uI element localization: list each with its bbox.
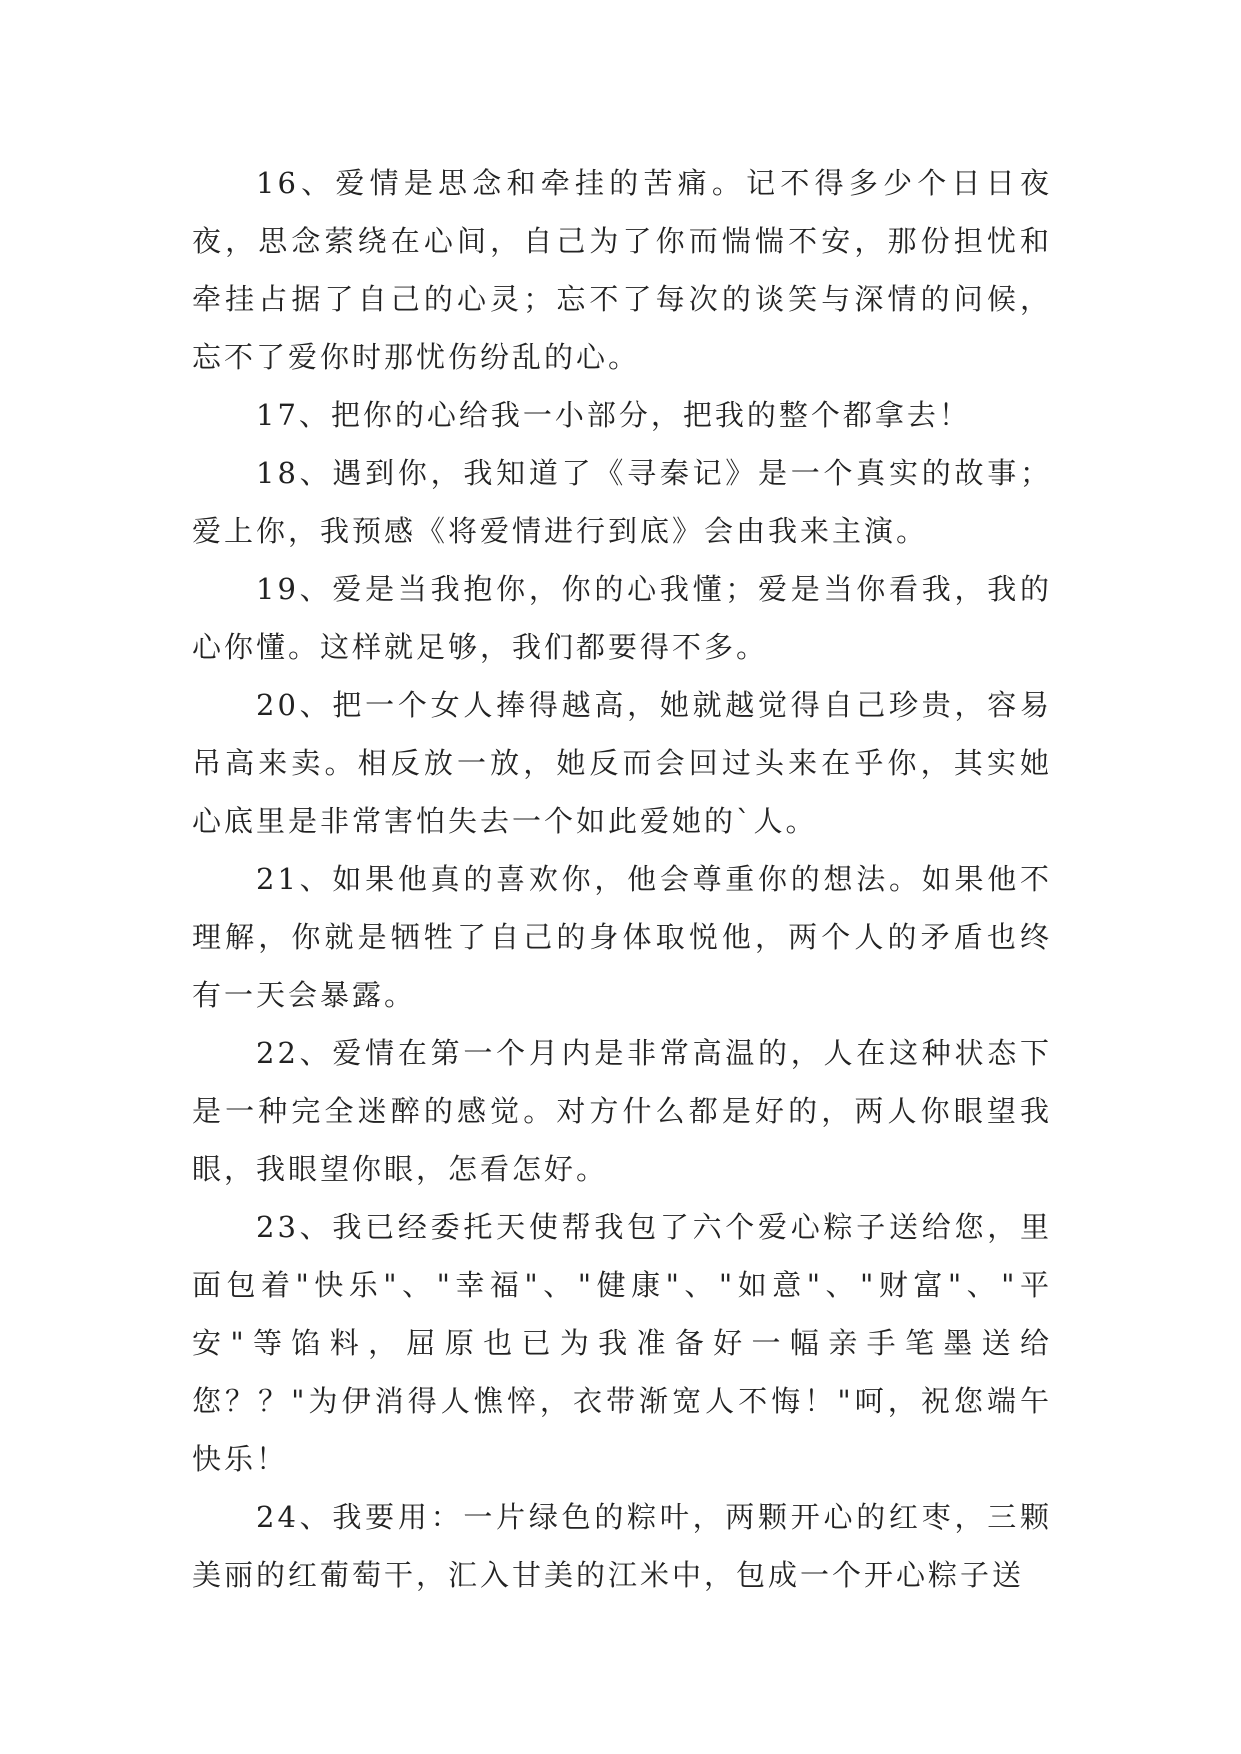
- paragraph-23: 23、我已经委托天使帮我包了六个爱心粽子送给您，里面包着"快乐"、"幸福"、"健康"、"如意"、"财富"、"平安"等馅料，屈原也已为我准备好一幅亲手笔墨送给您？？"为伊消得人憔悴，衣带渐宽人不悔！"呵，祝您端午快乐！: [192, 1210, 1052, 1476]
- paragraph-16: 16、爱情是思念和牵挂的苦痛。记不得多少个日日夜夜，思念萦绕在心间，自己为了你而惴惴不安，那份担忧和牵挂占据了自己的心灵；忘不了每次的谈笑与深情的问候，忘不了爱你时那忧伤纷乱的心。: [192, 166, 1052, 374]
- paragraph-22: 22、爱情在第一个月内是非常高温的，人在这种状态下是一种完全迷醉的感觉。对方什么都是好的，两人你眼望我眼，我眼望你眼，怎看怎好。: [192, 1036, 1052, 1186]
- paragraph-20: 20、把一个女人捧得越高，她就越觉得自己珍贵，容易吊高来卖。相反放一放，她反而会回过头来在乎你，其实她心底里是非常害怕失去一个如此爱她的`人。: [192, 688, 1052, 838]
- paragraph-21: 21、如果他真的喜欢你，他会尊重你的想法。如果他不理解，你就是牺牲了自己的身体取悦他，两个人的矛盾也终有一天会暴露。: [192, 862, 1052, 1012]
- paragraph-17: 17、把你的心给我一小部分，把我的整个都拿去！: [256, 398, 971, 432]
- paragraph-18: 18、遇到你，我知道了《寻秦记》是一个真实的故事；爱上你，我预感《将爱情进行到底》会由我来主演。: [192, 456, 1052, 548]
- document-body: [192, 154, 1052, 1604]
- paragraph-19: 19、爱是当我抱你，你的心我懂；爱是当你看我，我的心你懂。这样就足够，我们都要得不多。: [192, 572, 1052, 664]
- paragraph-24: 24、我要用：一片绿色的粽叶，两颗开心的红枣，三颗美丽的红葡萄干，汇入甘美的江米中，包成一个开心粽子送: [192, 1500, 1052, 1592]
